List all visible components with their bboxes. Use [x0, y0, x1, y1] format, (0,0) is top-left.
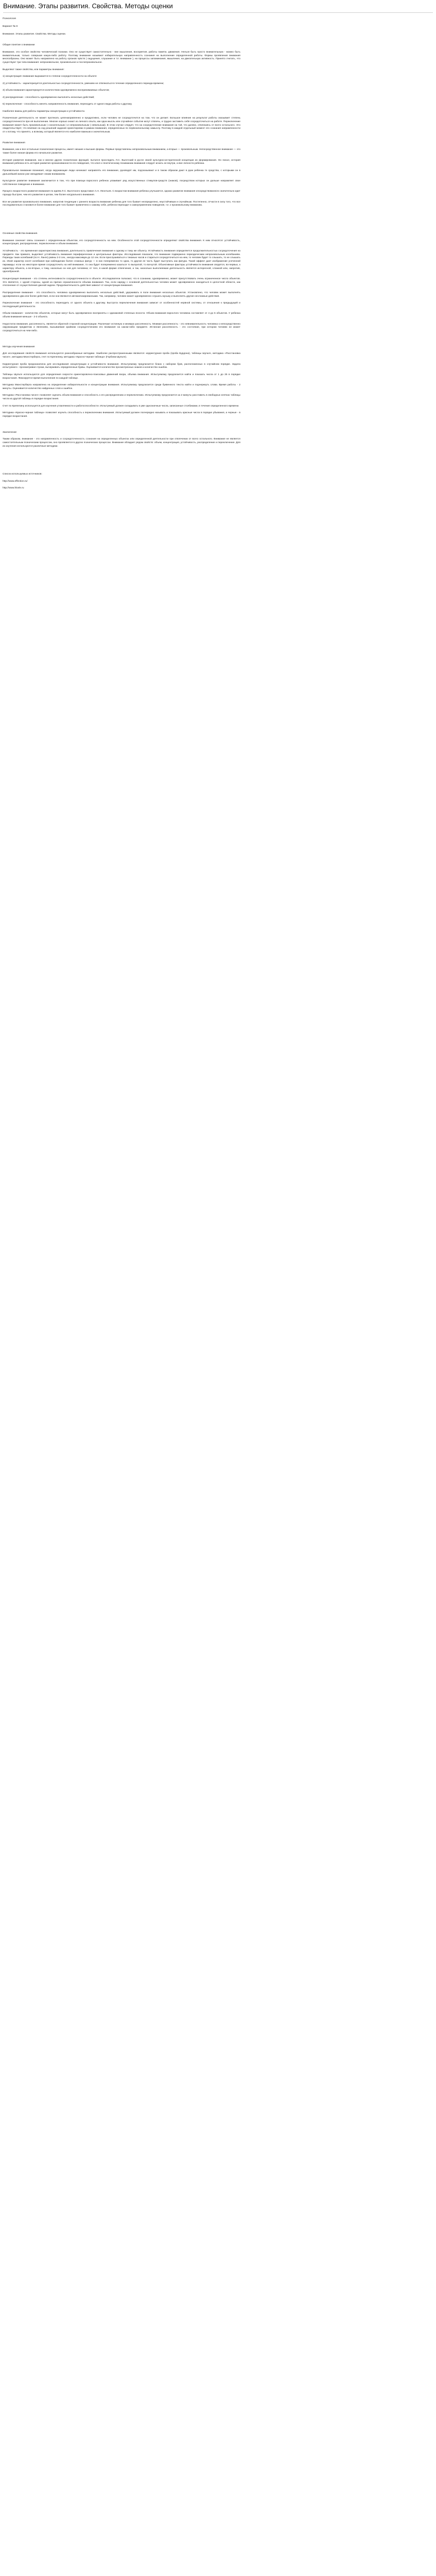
paragraph: 5) переключение - способность менять направленность внимания, переходить от одного вида работы к другому. — [3, 103, 132, 106]
document-meta — [3, 17, 240, 36]
paragraph: Внимание, как и все остальные психические процессы, имеет низшие и высшие формы. Первые представлены непроизвольным вниманием, а вторые — произвольным. Непосредственное внимание — это также более низкая форма его начальное развитие. — [3, 148, 240, 155]
paragraph: Устойчивость - это временная характеристика внимания, длительность привлечения внимания к одному и тому же объекту. Устойчивость внимания определяется продолжительностью сосредоточения на предмете. Как правило, выделяют устойчивость внимания периферические и центральные факторы. Исследования показали, что внимание подвержено периодическим непроизвольным колебаниям. Периоды таких колебаний (по Н. Ланге) равны 2-3 сек., иногда максимум до 12 сек. Если прислушиваться к тиканью часов и стараться сосредоточиться на нем, то человек будет то слышать, то не слышать их. Иной характер носят колебания при наблюдении более сложных фигур — в них попеременно то одна, то другая ее часть будет выступать как фигура. Такой эффект дает изображение усеченной пирамиды: если на некоторое время сосредоточить на ней внимание, то она будет попеременно казаться то выпуклой, то вогнутой. Объективные факторы устойчивости внимания сводятся, во-первых, к характеру объекта, а во-вторых, к тому, насколько он нов для человека; от того, в какой форме отвлечения, а так, насколько выполняемая деятельность является интересной, сложной или, напротив, однообразной. — [3, 249, 240, 274]
paragraph: Внимание означает связь сознания с определенным объектом, его сосредоточенность на нем. Особенности этой сосредоточенности определяют свойства внимания. К ним относятся: устойчивость, концентрация, распределение, переключение и объем внимания. — [3, 239, 240, 246]
paragraph: Счет по Крепелину используется для изучения утомляемости и работоспособности. Испытуемый должен складывать в уме однозначные числа, записанные столбиками, в течение определенного времени. — [3, 404, 239, 408]
paragraph: Методика Мюнстерберга направлена на определение избирательности и концентрации внимания. Испытуемому предлагается среди буквенного текста найти и подчеркнуть слова. Время работы - 2 минуты. Оценивается количество найденных слов и ошибок. — [3, 384, 240, 390]
document-content — [3, 44, 240, 490]
section-heading: Методы изучения внимания — [3, 345, 35, 348]
paragraph: Для исследования свойств внимания используются разнообразные методики. Наиболее распространенными являются: корректурная проба (проба Бурдона), таблицы Шульте, методика «Расстановка чисел», методика Мюнстерберга, счет по Крепелину, методика «Красно-черная таблица» (Горбова-Шульте). — [3, 352, 240, 359]
paragraph: Недостаток внимания, рассеянность, является обратной стороной концентрации. Различают истинную и мнимую рассеянность. Мнимая рассеянность - это невнимательность человека к непосредственно окружающим предметам и явлениям, вызываемая крайним сосредоточением его внимания на каком-либо предмете. Истинная рассеянность - это состояние, при котором человек не может сосредоточиться на чем-либо. — [3, 323, 240, 333]
section-heading: Развитие внимания — [3, 141, 25, 144]
paragraph: Таким образом, внимание - это направленность и сосредоточенность сознания на определенных объектах или определенной деятельности при отвлечении от всего остального. Внимание не является самостоятельным психическим процессом, оно проявляется в других психических процессах. Внимание обладает рядом свойств: объем, концентрация, устойчивость, распределение и переключение. Для их изучения используются различные методики. — [3, 438, 240, 448]
paragraph: Все же развития произвольного внимания, напротив тенденции с раннего возраста внимание ребенка для того бывает неопределено, неустойчивым и случайным. Постепенно, отчасти в силу того, что все последовательно становится более внимание для того бывает привлечено к самому себе, ребенок переходит к самоуправлению поведения, т.е. к произвольному вниманию. — [3, 200, 240, 207]
paragraph: 2) устойчивость - характеризуется длительностью сосредоточенности, умением не отвлекаться в течение определенного периода времени; — [3, 82, 164, 85]
paragraph: Корректурная проба предназначена для исследования концентрации и устойчивости внимания. Испытуемому предлагается бланк с набором букв, расположенных в случайном порядке. Задача испытуемого - просматривая строки, вычеркивать определенные буквы. Оценивается количество просмотренных знаков и количество ошибок. — [3, 363, 240, 369]
subject-line: Психология — [3, 18, 16, 20]
document-body — [0, 13, 240, 490]
paragraph: 3) объем внимания характеризуется количеством одновременно воспринимаемых объектов; — [3, 89, 110, 92]
paragraph: Выделяют также свойства, или параметры внимания: — [3, 68, 64, 71]
paragraph: Таблицы Шульте используются для определения скорости ориентировочно-поисковых движений взора, объема внимания. Испытуемому предлагается найти и показать числа от 1 до 25 в порядке возрастания. Фиксируется время выполнения по каждой таблице. — [3, 373, 240, 380]
paragraph: Концентрация внимания - это степень интенсивности сосредоточенности в объекте. Исследователи полагают, что в сознании, одновременно, может присутствовать очень ограниченное число объектов. Это является, с одной стороны, одной из причин ограниченности объема внимания. Так, если наряду с основной деятельностью человек может одновременно находиться в целостной области, как отклонение от осуществления данной задачи. Продолжительность действия зависит от концентрации внимания. — [3, 277, 240, 287]
paragraph: Методика «Красно-черная таблица» позволяет изучить способность к переключению внимания. Испытуемый должен поочередно называть и показывать красные числа в порядке убывания, а черные - в порядке возрастания. — [3, 412, 240, 418]
paragraph: Психическая деятельность не может протекать целенаправленно и продуктивно, если человек не сосредоточится на том, что он делает. Большое влияние на результат работы оказывает степень сосредоточенности при её выполнении. Многие хорошо знают из личного опыта, как одна мысль или случайное событие могут отвлечь, и трудно заставить себя сосредоточиться на работе. Переключение внимания может быть произвольным ( сознательным ) и непроизвольным ( невольным). В этом случае следует, что на сосредоточение внимания на той, что далеко, отвлекаясь от всего остального. Это свидетельствует, что влияние на ход решений задания ориентирован в рамках внимания, определенных по первоначальному замыслу. Поэтому в каждой отдельный момент его сознания направленности от к потому, что принято, а всякому, который является его наиболее важным и значительным. — [3, 117, 240, 134]
paragraph: 4) распределение - способность одновременно выполнять несколько действий; — [3, 96, 95, 99]
page-title: Внимание. Этапы развития. Свойства. Методы оценки — [3, 2, 173, 10]
paragraph: Распределение внимания - это способность человека одновременно выполнять несколько действий, удерживать в поле внимания несколько объектов. Установлено, что человек может выполнять одновременно два или более действия, если они являются автоматизированными. Так, например, человек может одновременно слушать музыку и выполнять другие несложные действия. — [3, 291, 240, 298]
paragraph: 1) концентрация: внимание выражается в степени сосредоточенности на объекте — [3, 75, 97, 78]
paragraph: Объем внимания - количество объектов, которые могут быть одновременно восприняты с одинаковой степенью ясности. Объем внимания взрослого человека составляет от 4 до 6 объектов. У ребенка объем внимания меньше - 2-3 объекта. — [3, 312, 240, 319]
paragraph: http://www.effection.ru/ — [3, 480, 28, 483]
variant-line: Вариант № 8 — [3, 25, 18, 28]
paragraph: Наиболее важны для работы параметры концентрации и устойчивости. — [3, 110, 85, 113]
paragraph: http://www.hlovle.ru — [3, 487, 24, 490]
paragraph: Культурное развитие внимания заключается в том, что при помощи взрослого ребенок усваивает ряд искусственных стимулов-средств (знаков), посредством которых он дальше направляет свое собственное поведение и внимание. — [3, 180, 240, 186]
section-heading: Общие понятие о внимании — [3, 44, 35, 47]
section-heading: Заключение — [3, 431, 17, 434]
meta-spacer — [3, 40, 240, 44]
paragraph: Переключение внимания - это способность переходить от одного объекта к другому. Быстрота переключения внимания зависит от особенностей нервной системы, от отношения к предыдущей и последующей деятельности. — [3, 302, 240, 308]
paragraph: Внимание, это особое свойство человеческой психики. Оно не существует самостоятельно - вне мышления, восприятия, работы памяти, движения. Нельзя быть просто внимательным - можно быть внимательным, только совершая какую-либо работу. Поэтому внимание называют избирательную направленность сознания на выполнение определенной работы. Формы проявления внимания многообразны. Оно может быть направлено на работу органов чувств ( ощущения, слушание и т.п. внимание ), на процессы запоминания, мышления, на двигательную активность. Принято считать, что существуют три типа внимания: непроизвольное, произвольное и послепроизвольное. — [3, 50, 240, 64]
paragraph: Список используемых источников: — [3, 473, 42, 476]
topic-line: Внимание. Этапы развития. Свойства. Методы оценки. — [3, 32, 66, 36]
paragraph: История развития внимания, как и многих других психических функций, пытался проследить Л.С. Выготский в русле своей культурно-исторической концепции их формирования. Он писал, история внимания ребенка есть история развития организованности его поведения, что ключ к генетическому пониманию внимания следует искать не внутри, а вне личности ребенка. — [3, 159, 240, 165]
section-heading: Основные свойства внимания. — [3, 232, 38, 235]
paragraph: Методика «Расстановка чисел» позволяет оценить объем внимания и способность к его распределению и переключению. Испытуемому предлагается за 2 минуты расставить в свободных клетках таблицы числа из другой таблицы в порядке возрастания. — [3, 394, 240, 401]
paragraph: Произвольное внимание возникает, когда окружающие люди начинают направлять его внимание, руководят им, подсказывают и в таком образом дают в руки ребенка те средства, с которыми он в дальнейшей жизни уже овладевает своим вниманием. — [3, 169, 240, 176]
paragraph: Процесс возрастного развития внимания по идеям Л.С. Выготского представил А.Н. Леонтьев. С возрастом внимания ребенка улучшается, однако развитие внимания опосредствованного значительно идет гораздо быстрее, чем его развитие в целом, тем более натурального внимания. — [3, 190, 240, 197]
